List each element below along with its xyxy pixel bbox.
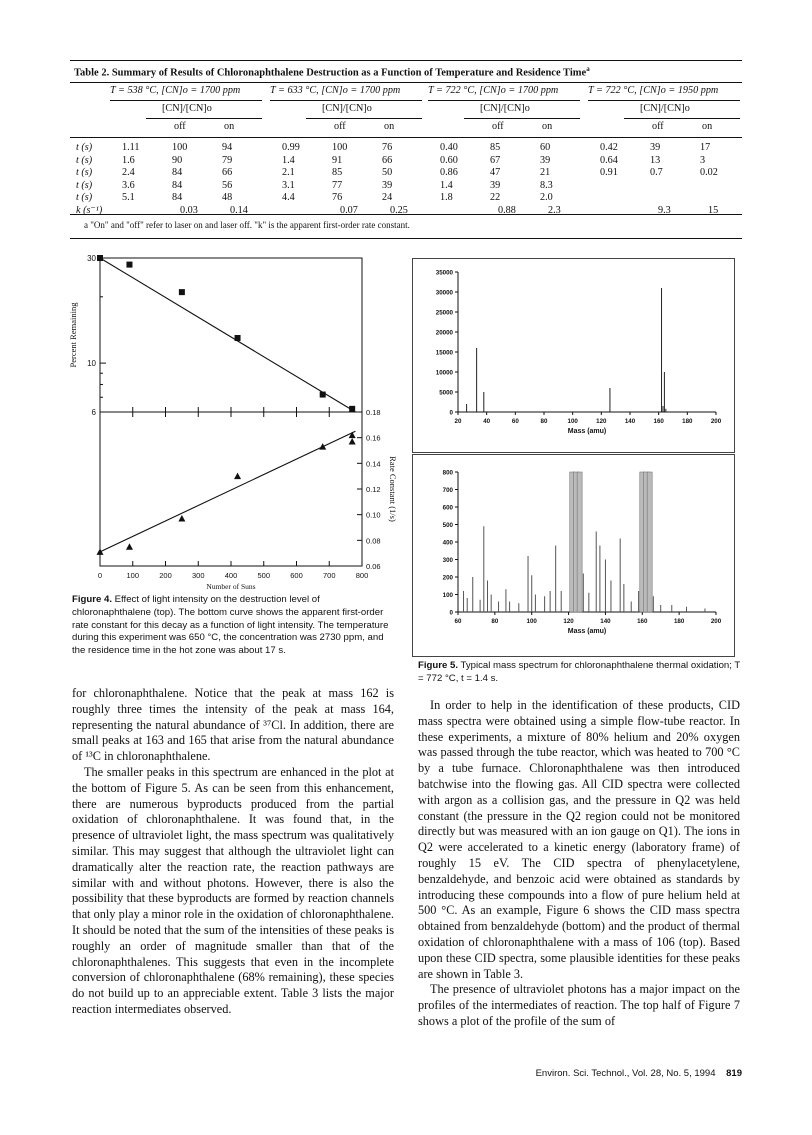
data-point-triangle [126, 543, 133, 550]
table-cell: 50 [382, 167, 393, 179]
table-cell: 5.1 [122, 192, 135, 204]
x-tick-label: 200 [159, 571, 172, 580]
data-point-square [235, 335, 241, 341]
header-rule [146, 118, 262, 119]
table-cell: 0.14 [230, 205, 248, 216]
y-tick-label: 5000 [439, 389, 453, 397]
table-ratio-header: [CN]/[CN]o [640, 103, 690, 114]
data-point-square [97, 255, 103, 261]
y-tick-label: 500 [442, 522, 453, 529]
table-cell: 0.60 [440, 154, 458, 166]
table-cell: 100 [332, 142, 348, 153]
table-cell: 0.88 [498, 205, 516, 216]
table-cell: 66 [222, 167, 233, 179]
header-rule [464, 118, 580, 119]
table-footnote: a "On" and "off" refer to laser on and laser off. "k" is the apparent first-order rate constant. [84, 220, 410, 230]
x-tick-label: 180 [682, 418, 693, 425]
table-row-label: t (s) [76, 167, 93, 179]
x-tick-label: 140 [600, 618, 611, 625]
table-cell: 2.0 [540, 192, 553, 204]
table-row-label: t (s) [76, 179, 93, 191]
table-title: Table 2. Summary of Results of Chloronaphthalene Destruction as a Function of Temperature and Residence Time$^a$ [74, 65, 590, 79]
table-cell: 1.6 [122, 154, 135, 166]
x-tick-label: 100 [126, 571, 140, 580]
y-tick-label: 30000 [435, 289, 453, 297]
table-ratio-header: [CN]/[CN]o [162, 103, 212, 114]
y-tick-label: 300 [442, 557, 453, 564]
data-point-square [320, 392, 326, 398]
y-tick-label: 20000 [435, 329, 453, 337]
data-point-triangle [349, 432, 356, 439]
table-cell: 76 [382, 142, 393, 153]
x-tick-label: 140 [624, 418, 636, 425]
data-point-square [179, 289, 185, 295]
table-cell: 47 [490, 167, 501, 179]
x-tick-label: 0 [97, 571, 103, 580]
x-tick-label: 100 [526, 618, 537, 625]
table-cell: 0.40 [440, 142, 458, 153]
table-cell: 85 [490, 142, 501, 153]
table-cell: 39 [650, 142, 661, 153]
x-tick-label: 200 [710, 618, 722, 625]
x-tick-label: 160 [637, 618, 648, 625]
y-tick-label: 0.14 [366, 459, 381, 469]
figure-4 [66, 248, 402, 590]
x-axis-label: Mass (amu) [567, 428, 607, 435]
y-axis-label: Rate Constant (1/s) [388, 456, 398, 522]
paragraph: In order to help in the identification of these products, CID mass spectra were obtained using a simple flow-tube reactor. In these experiments, a mixture of 80% helium and 20% oxygen was passed through the tube reactor, which was heated to 700 °C by a tube furnace. Chloronaphthalene was then introduced batchwise into the flowing gas. All CID spectra were collected with argon as a collision gas, and the pressure in Q2 was held constant (the pressure in the Q2 region could not be monitored directly but was measured with an ion gauge on Q1). The ions in Q2 were accelerated to a kinetic energy (laboratory frame) of roughly 15 eV. The CID spectra of phenylacetylene, benzaldehyde, and benzoic acid were obtained as standards by introducing these compounds into a flow of pure helium held at 500 °C. As an example, Figure 6 shows the CID mass spectra obtained from benzaldehyde (bottom) and the product of thermal oxidation of chloronaphthalene with a mass of 106 (top). Based upon these CID spectra, some plausible identities for these peaks are shown in Table 3. [418, 698, 740, 981]
table-cell: 0.25 [390, 205, 408, 216]
page-number: 819 [726, 1068, 742, 1079]
y-tick-label: 0.16 [366, 433, 381, 443]
journal-citation: Environ. Sci. Technol., Vol. 28, No. 5, 1994 [535, 1068, 716, 1079]
x-tick-label: 600 [290, 571, 303, 580]
x-tick-label: 20 [454, 418, 462, 425]
paragraph: The smaller peaks in this spectrum are enhanced in the plot at the bottom of Figure 5. As can be seen from this enhancement, there are numerous byproducts produced from the partial oxidation of chloronaphthalene. It was found that, in the presence of ultraviolet light, the mass spectrum was qualitatively similar. This may suggest that although the ultraviolet light can dramatically alter the reaction rate, the reaction pathways are similar with and without photons. However, there is also the possibility that these byproducts are formed by reaction channels that only play a minor role in the oxidation of chloronaphthalene. It should be noted that the sum of the intensities of these peaks is roughly an order of magnitude smaller than that of the chloronaphthalenes. This suggests that even in the incomplete conversion of chloronaphthalene (68% remaining), these species do not build up to an appreciable extent. Table 3 lists the major reaction intermediates observed. [72, 764, 394, 1016]
table-cell: 1.4 [282, 154, 295, 166]
y-tick-label: 0.10 [366, 510, 381, 520]
table-ratio-header: [CN]/[CN]o [480, 103, 530, 114]
y-tick-label: 25000 [435, 309, 453, 317]
x-tick-label: 40 [483, 418, 491, 425]
table-cell: 4.4 [282, 192, 295, 204]
y-tick-label: 10000 [435, 369, 453, 377]
y-tick-label: 0.18 [366, 408, 381, 417]
table-cell: 0.86 [440, 167, 458, 179]
table-off-header: off [492, 121, 504, 132]
paragraph: for chloronaphthalene. Notice that the peak at mass 162 is roughly three times the intensity of the peak at mass 164, representing the natural abundance of ³⁷Cl. In addition, there are small peaks at 163 and 165 that arise from the natural abundance of ¹³C in chloronaphthalene. [72, 686, 394, 764]
table-group-header: T = 722 °C, [CN]o = 1700 ppm [428, 85, 559, 96]
header-rule [428, 100, 580, 101]
table-cell: 48 [222, 192, 233, 204]
y-tick-label: 0.08 [366, 536, 381, 546]
table-cell: 1.8 [440, 192, 453, 204]
table-2 [70, 58, 742, 240]
table-cell: 66 [382, 154, 393, 166]
table-group-header: T = 633 °C, [CN]o = 1700 ppm [270, 85, 401, 96]
x-tick-label: 160 [653, 418, 664, 425]
spectrum-peak-clipped [577, 472, 582, 612]
y-tick-label: 15000 [435, 349, 453, 357]
table-on-header: on [384, 121, 395, 132]
table-cell: 0.02 [700, 167, 718, 179]
left-column-text [72, 686, 394, 1018]
table-cell: 2.1 [282, 167, 295, 179]
table-cell: 3 [700, 154, 706, 166]
table-cell: 0.42 [600, 142, 618, 153]
y-tick-label: 400 [442, 539, 453, 547]
table-on-header: on [542, 121, 553, 132]
figure-5 [412, 258, 742, 658]
table-row-label: k (s⁻¹) [76, 205, 103, 216]
y-tick-label: 30 [87, 254, 96, 263]
x-tick-label: 400 [224, 571, 238, 580]
table-cell: 76 [332, 192, 343, 204]
table-cell: 3.6 [122, 179, 135, 191]
table-cell: 1.11 [122, 142, 140, 153]
table-cell: 2.4 [122, 167, 135, 179]
y-tick-label: 200 [442, 574, 453, 582]
y-axis-label: Percent Remaining [68, 302, 78, 368]
table-cell: 0.03 [180, 205, 198, 216]
header-rule [270, 100, 422, 101]
y-tick-label: 10 [87, 359, 96, 369]
x-tick-label: 500 [257, 571, 271, 580]
table-off-header: off [652, 121, 664, 132]
x-tick-label: 700 [322, 571, 336, 580]
table-ratio-header: [CN]/[CN]o [322, 103, 372, 114]
table-row-label: t (s) [76, 154, 93, 166]
header-rule [624, 118, 740, 119]
y-tick-label: 800 [442, 469, 453, 477]
table-cell: 22 [490, 192, 501, 204]
table-row-label: t (s) [76, 142, 93, 153]
table-cell: 2.3 [548, 205, 561, 216]
table-cell: 1.4 [440, 179, 453, 191]
y-tick-label: 700 [442, 487, 453, 494]
data-point-triangle [349, 438, 356, 445]
table-cell: 39 [540, 154, 551, 166]
header-rule [306, 118, 422, 119]
x-tick-label: 200 [710, 418, 722, 425]
x-tick-label: 100 [567, 418, 578, 425]
x-tick-label: 60 [454, 618, 462, 625]
y-tick-label: 600 [442, 504, 453, 512]
y-tick-label: 35000 [435, 269, 453, 277]
y-tick-label: 100 [442, 592, 453, 599]
x-axis-label: Number of Suns [206, 582, 256, 590]
table-on-header: on [224, 121, 235, 132]
x-tick-label: 300 [191, 571, 205, 580]
table-group-header: T = 538 °C, [CN]o = 1700 ppm [110, 85, 241, 96]
figure-4-caption: Figure 4. Effect of light intensity on the destruction level of chloronaphthalene (top). The bottom curve shows the apparent first-order rate constant for this decay as a function of light intensity. The temperature during this experiment was 650 °C, the concentration was 2730 ppm, and the residence time in the hot zone was about 17 s. [72, 594, 389, 657]
x-axis-label: Mass (amu) [567, 628, 607, 635]
table-cell: 84 [172, 192, 183, 204]
table-cell: 0.64 [600, 154, 618, 166]
table-cell: 90 [172, 154, 183, 166]
table-cell: 84 [172, 167, 183, 179]
table-off-header: off [174, 121, 186, 132]
spectrum-peak-clipped [647, 472, 652, 612]
x-tick-label: 80 [540, 418, 548, 425]
y-tick-label: 0 [449, 609, 453, 617]
y-tick-label: 0.06 [366, 562, 381, 571]
right-column-text [418, 698, 740, 1030]
table-cell: 39 [490, 179, 501, 191]
table-cell: 17 [700, 142, 711, 153]
table-cell: 67 [490, 154, 501, 166]
x-tick-label: 120 [563, 618, 574, 625]
table-cell: 56 [222, 179, 233, 191]
table-cell: 0.91 [600, 167, 618, 179]
table-cell: 91 [332, 154, 343, 166]
table-cell: 0.99 [282, 142, 300, 153]
fit-line [100, 258, 355, 412]
data-point-triangle [178, 515, 185, 522]
table-cell: 84 [172, 179, 183, 191]
y-tick-label: 6 [91, 408, 96, 417]
table-cell: 77 [332, 179, 343, 191]
data-point-square [349, 406, 355, 412]
table-cell: 0.07 [340, 205, 358, 216]
table-cell: 8.3 [540, 179, 553, 191]
table-cell: 79 [222, 154, 233, 166]
table-cell: 15 [708, 205, 719, 216]
page-footer [524, 1068, 742, 1079]
table-cell: 39 [382, 179, 393, 191]
fit-line [100, 431, 355, 552]
data-point-square [126, 262, 132, 268]
x-tick-label: 800 [355, 571, 369, 580]
table-on-header: on [702, 121, 713, 132]
figure-5-caption: Figure 5. Typical mass spectrum for chloronaphthalene thermal oxidation; T = 772 °C, t = 1.4 s. [418, 660, 741, 684]
header-rule [110, 100, 262, 101]
y-tick-label: 0.12 [366, 485, 381, 494]
table-cell: 3.1 [282, 179, 295, 191]
table-cell: 21 [540, 167, 551, 179]
table-row-label: t (s) [76, 192, 93, 204]
header-rule [70, 137, 742, 138]
x-tick-label: 60 [511, 418, 519, 425]
table-group-header: T = 722 °C, [CN]o = 1950 ppm [588, 85, 719, 96]
table-cell: 24 [382, 192, 393, 204]
data-point-triangle [97, 548, 104, 555]
paragraph: The presence of ultraviolet photons has a major impact on the profiles of the intermediates of reaction. The top half of Figure 7 shows a plot of the profile of the sum of [418, 982, 740, 1028]
table-cell: 100 [172, 142, 188, 153]
x-tick-label: 180 [673, 618, 685, 625]
table-cell: 13 [650, 154, 661, 166]
x-tick-label: 120 [596, 418, 607, 425]
data-point-triangle [234, 473, 241, 480]
data-point-triangle [319, 443, 326, 450]
table-cell: 0.7 [650, 167, 663, 179]
table-cell: 60 [540, 142, 551, 153]
table-cell: 94 [222, 142, 233, 153]
table-cell: 85 [332, 167, 343, 179]
y-tick-label: 0 [449, 409, 453, 417]
x-tick-label: 80 [491, 618, 499, 625]
table-off-header: off [334, 121, 346, 132]
header-rule [588, 100, 740, 101]
table-cell: 9.3 [658, 205, 671, 216]
